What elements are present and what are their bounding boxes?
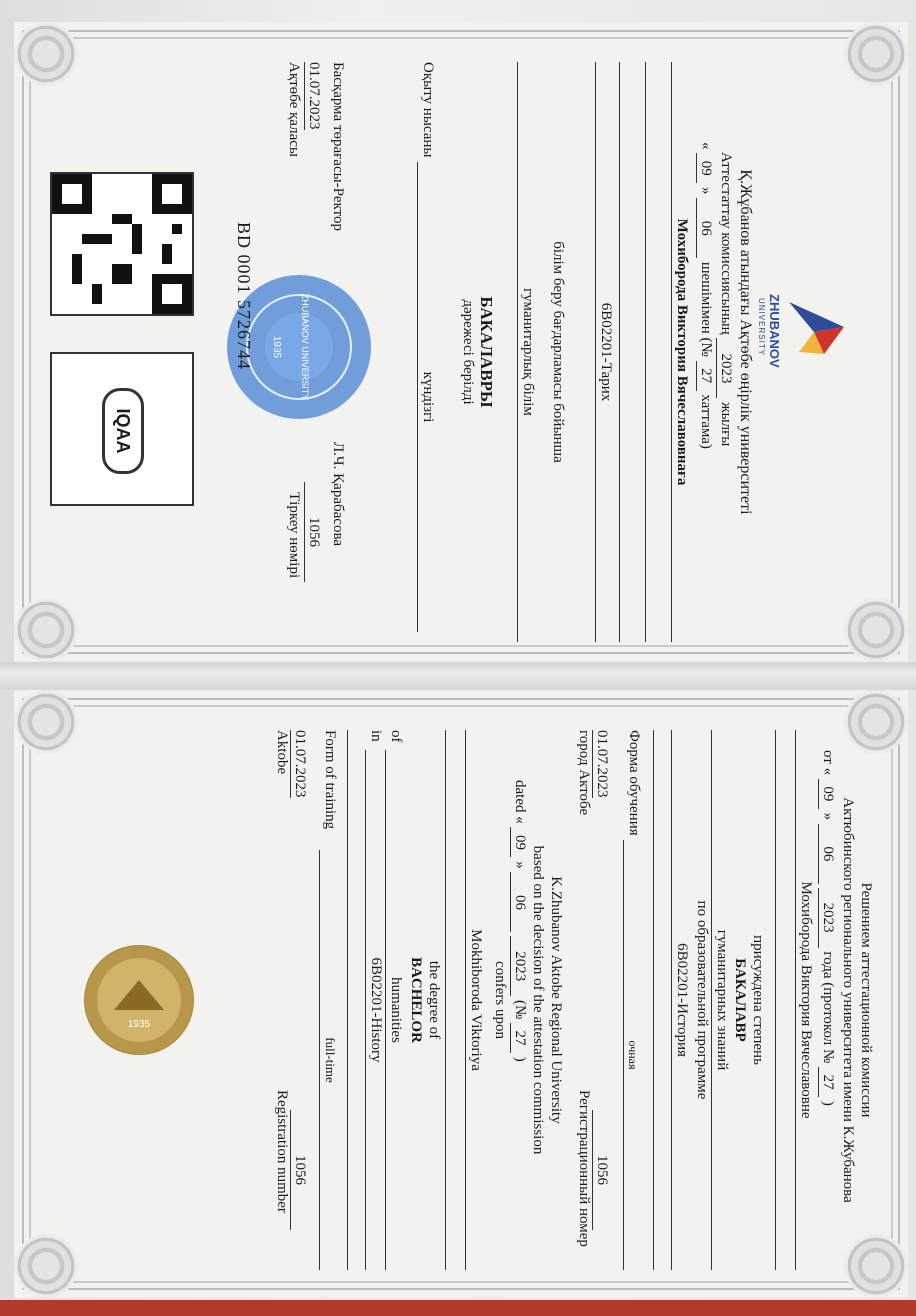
kz-program: 6В02201-Тарих xyxy=(598,302,614,402)
en-date-line: dated « 09 » 06 2023 (№ 27 ) xyxy=(512,780,528,1062)
kz-recipient-name: Мохиборода Виктория Вячеславовнаға xyxy=(674,218,690,486)
university-logo-icon xyxy=(784,292,854,362)
underline xyxy=(347,730,348,1270)
en-program: 6B02201-History xyxy=(368,957,384,1063)
underline xyxy=(795,730,796,1270)
underline xyxy=(671,62,672,642)
ru-reg-label: Регистрационный номер xyxy=(576,1090,592,1247)
kz-commission-line: Аттестаттау комиссиясының 2023 жылғы xyxy=(718,152,734,447)
kz-serial-number: BD 0001 5726744 xyxy=(234,222,254,371)
logo-subtitle: UNIVERSITY xyxy=(757,298,766,357)
kz-date: 01.07.2023 xyxy=(306,62,322,130)
table-edge xyxy=(0,1300,916,1316)
underline xyxy=(645,62,646,642)
ru-recipient-name: Мохиборода Виктория Вячеславовне xyxy=(798,881,814,1119)
en-in-label: in xyxy=(368,730,384,742)
iqaa-logo-icon: IQAA xyxy=(102,388,144,474)
kz-form-value: күндізгі xyxy=(420,371,436,423)
underline xyxy=(619,62,620,642)
kz-degree: БАКАЛАВРЫ xyxy=(477,296,496,408)
en-recipient-name: Mokhiboroda Viktoriya xyxy=(468,929,484,1071)
underline xyxy=(517,62,518,642)
emblem-year: 1935 xyxy=(127,1019,151,1030)
ru-awarded: присуждена степень xyxy=(750,935,766,1065)
kazakh-content xyxy=(14,22,894,662)
underline xyxy=(623,840,624,1270)
ru-city: город Актобе xyxy=(576,730,592,816)
ru-program-label: по образовательной программе xyxy=(694,900,710,1100)
underline xyxy=(445,730,446,1270)
ru-date: 01.07.2023 xyxy=(594,730,610,798)
underline xyxy=(465,730,466,1270)
kz-city: Ақтөбе қаласы xyxy=(286,62,302,157)
ru-degree: БАКАЛАВР xyxy=(732,958,748,1042)
underline xyxy=(775,730,776,1270)
seal-center: ZHUBANOV UNIVERSITY xyxy=(300,293,310,401)
underline xyxy=(711,730,712,1270)
kz-field: гуманитарлық білім xyxy=(520,288,536,416)
underline xyxy=(671,730,672,1270)
en-confers: confers upon xyxy=(492,961,508,1039)
logo-wordmark: ZHUBANOV xyxy=(767,294,782,368)
ru-date-line: от « 09 » 06 2023 года (протокол № 27 ) xyxy=(820,750,836,1106)
kz-date-line: « 09 » 06 шешімімен (№ 27 хаттама) xyxy=(698,142,714,449)
en-city: Aktobe xyxy=(274,730,290,775)
en-date: 01.07.2023 xyxy=(292,730,308,798)
ru-reg-number: 1056 xyxy=(592,1110,610,1230)
kz-reg-label: Тіркеу нөмірі xyxy=(286,492,302,579)
ru-decision-line: Решением аттестационной комиссии xyxy=(858,882,874,1118)
underline xyxy=(319,850,320,1270)
underline xyxy=(595,62,596,642)
ru-program: 6В02201-История xyxy=(674,943,690,1057)
kz-degree-suffix: дәрежесі берілді xyxy=(460,299,476,405)
ru-form-value: очная xyxy=(626,1040,640,1070)
kz-program-suffix: білім беру бағдарламасы бойынша xyxy=(550,241,566,463)
en-degree: BACHELOR xyxy=(408,957,424,1043)
qr-code-icon[interactable] xyxy=(50,172,194,316)
kz-form-label: Оқыту нысаны xyxy=(420,62,436,158)
underline xyxy=(417,162,418,632)
en-form-value: full-time xyxy=(323,1037,338,1083)
kz-rector-name: Л.Ч. Қарабасова xyxy=(330,442,346,546)
gold-university-emblem-icon xyxy=(84,945,194,1055)
underline xyxy=(385,750,386,1270)
ru-field: гуманитарных знаний xyxy=(714,929,730,1071)
en-field: humanities xyxy=(388,977,404,1043)
seal-year: 1935 xyxy=(271,335,282,359)
kz-university-line: Қ.Жұбанов атындағы Ақтөбе өңірлік университеті xyxy=(737,169,754,515)
iqaa-accreditation-badge xyxy=(50,352,194,506)
ru-university-line: Актюбинского регионального университета имени К.Жубанова xyxy=(840,797,856,1203)
en-of-label: of xyxy=(388,730,404,743)
underline xyxy=(653,730,654,1270)
kz-rector-label: Басқарма төрағасы-Ректор xyxy=(330,62,346,231)
page-fold xyxy=(0,662,916,690)
qr-pattern xyxy=(52,174,192,314)
kz-reg-number: 1056 xyxy=(304,482,322,582)
en-university-line: K.Zhubanov Aktobe Regional University xyxy=(548,876,564,1124)
underline xyxy=(365,750,366,1270)
en-decision-line: based on the decision of the attestation commission xyxy=(530,845,546,1155)
en-degree-of: the degree of xyxy=(426,960,442,1040)
en-reg-number: 1056 xyxy=(290,1110,308,1230)
ru-form-label: Форма обучения xyxy=(626,730,642,836)
en-form-label: Form of training xyxy=(322,730,338,830)
en-reg-label: Registration number xyxy=(274,1090,290,1213)
